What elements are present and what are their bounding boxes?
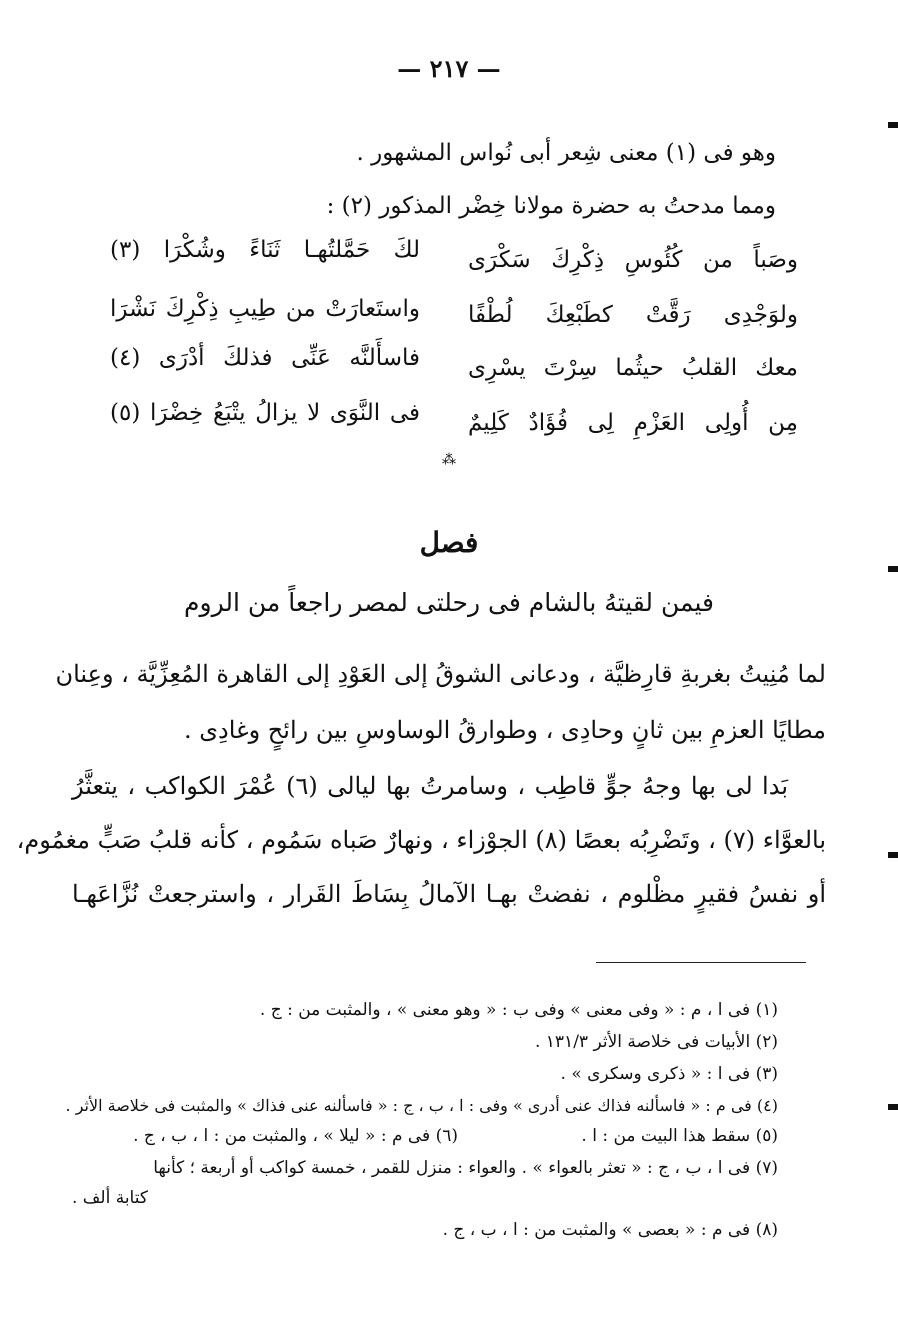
margin-mark	[888, 852, 898, 858]
text-line-1: وهو فى (١) معنى شِعر أبى نُواس المشهور .	[356, 140, 776, 166]
verse-1-hemistich-1: وصَباً من كُئُوسِ ذِكْرِكَ سَكْرَى	[468, 247, 798, 273]
verse-2-hemistich-2: واستَعارَتْ من طِيبِ ذِكْرِكَ نَشْرَا	[110, 296, 420, 322]
ornament-stars: ⁂	[442, 452, 456, 468]
section-subheading: فيمن لقيتهُ بالشام فى رحلتى لمصر راجعاً من الروم	[184, 588, 714, 617]
paragraph-1-line-1: لما مُنِيتُ بغربةِ قارِظيَّة ، ودعانى الشوقُ إلى العَوْدِ إلى القاهرة المُعِزِّيَّة ، وعِنان	[55, 660, 826, 688]
margin-mark	[888, 122, 898, 128]
footnote-6: (٦) فى م : « ليلا » ، والمثبت من : ا ، ب ، ج .	[133, 1126, 458, 1146]
footnote-8: (٨) فى م : « بعصى » والمثبت من : ا ، ب ، ج .	[442, 1220, 778, 1240]
paragraph-2-line-1: بَدا لى بها وجهُ جوٍّ قاطِب ، وسامرتُ بها ليالى (٦) عُمْرَ الكواكب ، يتعثَّرُ	[72, 772, 789, 800]
verse-4-hemistich-1: مِن أُولِى العَزْمِ لِى فُؤَادٌ كَلِيمٌ	[468, 410, 798, 436]
margin-mark	[888, 1104, 898, 1110]
footnote-7: (٧) فى ا ، ب ، ج : « تعثر بالعواء » . والعواء : منزل للقمر ، خمسة كواكب أو أربعة ؛ كأنها	[153, 1158, 778, 1178]
verse-1-hemistich-2: لكَ حَمَّلتُهـا ثَنَاءً وشُكْرَا (٣)	[110, 237, 420, 263]
footnote-7-continued: كتابة ألف .	[72, 1188, 148, 1208]
footnote-1: (١) فى ا ، م : « وفى معنى » وفى ب : « وهو معنى » ، والمثبت من : ج .	[259, 1000, 778, 1020]
margin-mark	[888, 566, 898, 572]
verse-3-hemistich-2: فاسأَلنَّه عَنِّى فذلكَ أدْرَى (٤)	[110, 345, 420, 371]
section-heading: فصل	[419, 526, 479, 559]
footnote-4: (٤) فى م : « فاسألنه فذاك عنى أدرى » وفى : ا ، ب ، ج : « فاسألنه عنى فذاك » والمثبت فى خلاصة الأثر .	[65, 1096, 778, 1115]
footnote-separator	[596, 962, 806, 963]
verse-3-hemistich-1: معك القلبُ حيثُما سِرْتَ يسْرِى	[468, 355, 798, 381]
verse-2-hemistich-1: ولوَجْدِى رَقَّتْ كطَبْعِكَ لُطْفًا	[468, 302, 798, 328]
verse-4-hemistich-2: فى النَّوَى لا يزالُ يتْبَعُ خِضْرَا (٥)	[110, 400, 420, 426]
paragraph-2-line-3: أو نفسُ فقيرٍ مظْلوم ، نفضتْ بهـا الآمالُ بِسَاطَ القَرار ، واسترجعتْ نُزَّاعَهـا	[72, 880, 826, 908]
page-number: — ٢١٧ —	[397, 54, 501, 83]
paragraph-1-line-2: مطايًا العزمِ بين ثانٍ وحادِى ، وطوارقُ الوساوسِ بين رائحٍ وغادِى .	[183, 716, 826, 744]
footnote-2: (٢) الأبيات فى خلاصة الأثر ١٣١/٣ .	[534, 1032, 778, 1052]
footnote-5: (٥) سقط هذا البيت من : ا .	[581, 1126, 778, 1146]
paragraph-2-line-2: بالعوَّاء (٧) ، وتَضْرِبُه بعصًا (٨) الجوْزاء ، ونهارٌ صَباه سَمُوم ، كأنه قلبُ صَبٍّ مغمُوم،	[16, 826, 826, 854]
footnote-3: (٣) فى ا : « ذكرى وسكرى » .	[560, 1064, 778, 1084]
text-line-2: ومما مدحتُ به حضرة مولانا خِضْر المذكور (٢) :	[326, 193, 776, 219]
